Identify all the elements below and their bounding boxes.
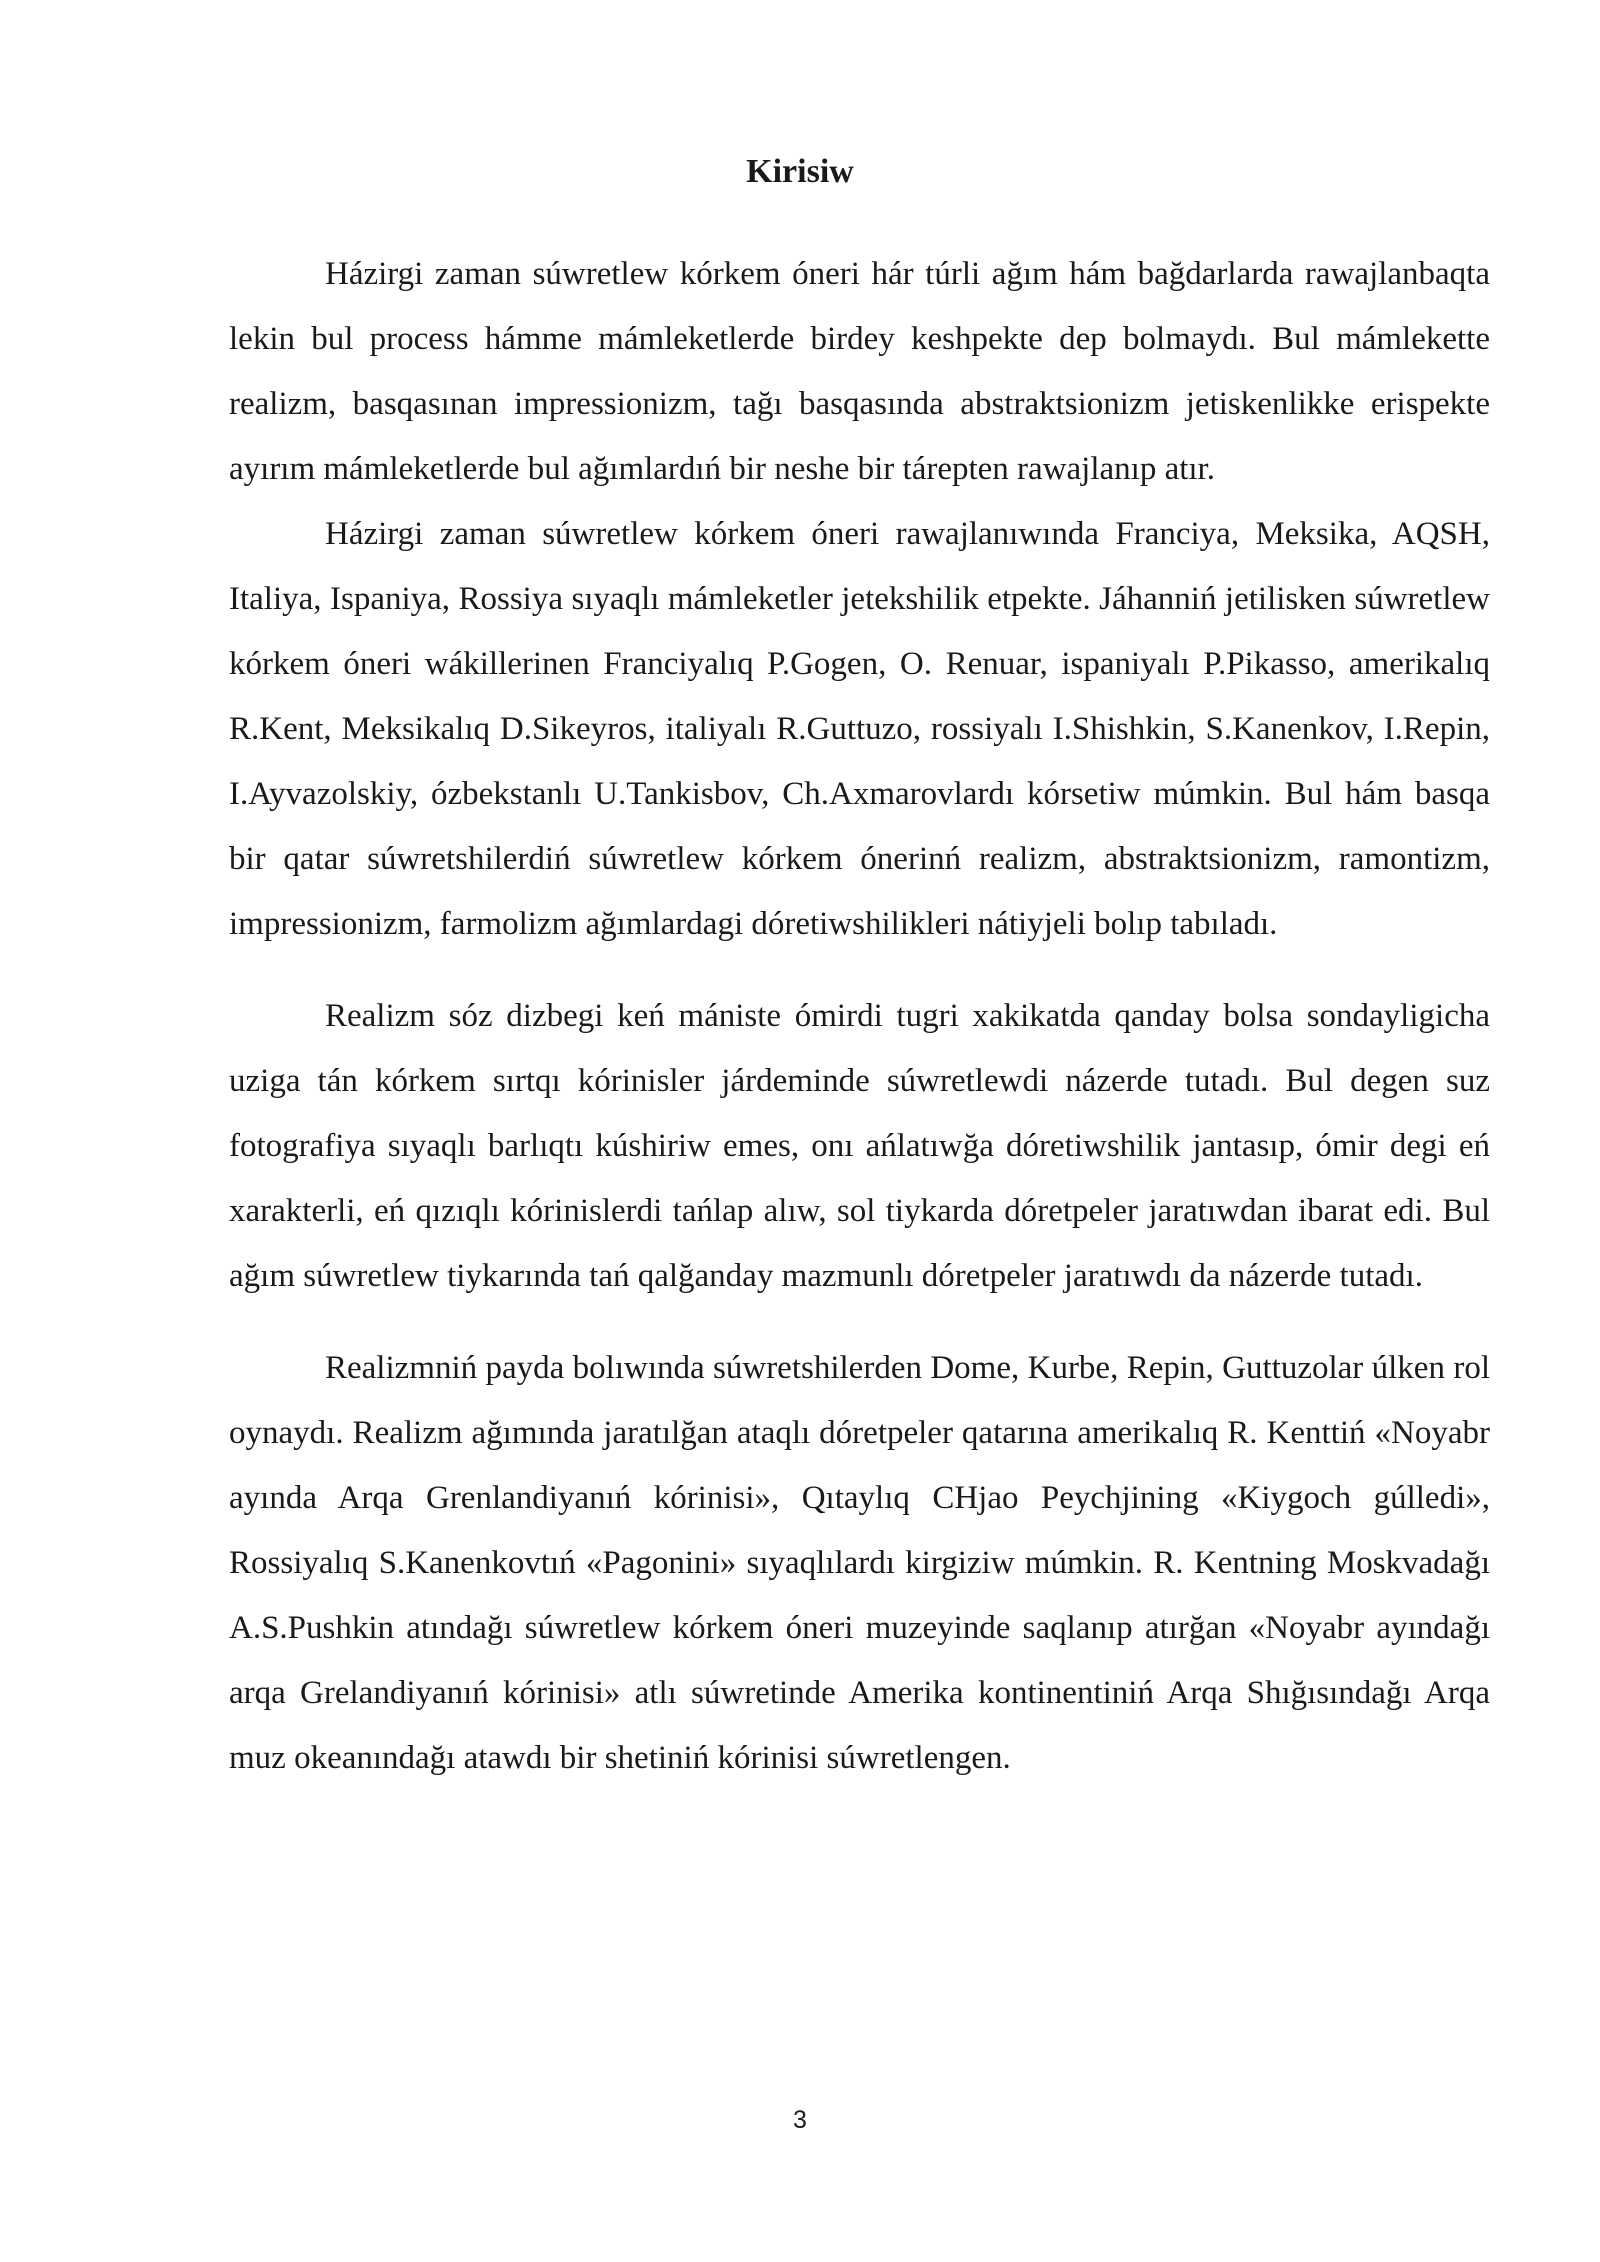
paragraph-1: Házirgi zaman súwretlew kórkem óneri hár túrli ağım hám bağdarlarda rawajlanbaqta lekin bul process hámme mámleketlerde birdey keshpekte dep bolmaydı. Bul mámlekette realizm, basqasınan impressionizm, tağı basqasında abstraktsionizm jetiskenlikke erispekte ayırım mámleketlerde bul ağımlardıń bir neshe bir tárepten rawajlanıp atır. (229, 256, 1490, 487)
paragraph-2: Házirgi zaman súwretlew kórkem óneri rawajlanıwında Franciya, Meksika, AQSH, Italiya, Ispaniya, Rossiya sıyaqlı mámleketler jetekshilik etpekte. Jáhanniń jetilisken súwretlew kórkem óneri wákillerinen Franciyalıq P.Gogen, O. Renuar, ispaniyalı P.Pikasso, amerikalıq R.Kent, Meksikalıq D.Sikeyros, italiyalı R.Guttuzo, rossiyalı I.Shishkin, S.Kanenkov, I.Repin, I.Ayvazolskiy, ózbekstanlı U.Tankisbov, Ch.Axmarovlardı kórsetiw múmkin. Bul hám basqa bir qatar súwretshilerdiń súwretlew kórkem ónerinń realizm, abstraktsionizm, ramontizm, impressionizm, farmolizm ağımlardagi dóretiwshilikleri nátiyjeli bolıp tabıladı. (229, 516, 1490, 942)
paragraph-3: Realizm sóz dizbegi keń mániste ómirdi tugri xakikatda qanday bolsa sondayligicha uziga tán kórkem sırtqı kórinisler járdeminde súwretlewdi názerde tutadı. Bul degen suz fotografiya sıyaqlı barlıqtı kúshiriw emes, onı ańlatıwğa dóretiwshilik jantasıp, ómir degi eń xarakterli, eń qızıqlı kórinislerdi tańlap alıw, sol tiykarda dóretpeler jaratıwdan ibarat edi. Bul ağım súwretlew tiykarında tań qalğanday mazmunlı dóretpeler jaratıwdı da názerde tutadı. (229, 998, 1490, 1294)
paragraph-4: Realizmniń payda bolıwında súwretshilerden Dome, Kurbe, Repin, Guttuzolar úlken rol oynaydı. Realizm ağımında jaratılğan ataqlı dóretpeler qatarına amerikalıq R. Kenttiń «Noyabr ayında Arqa Grenlandiyanıń kórinisi», Qıtaylıq CHjao Peychjining «Kiygoch gúlledi», Rossiyalıq S.Kanenkovtıń «Pagonini» sıyaqlılardı kirgiziw múmkin. R. Kentning Moskvadağı A.S.Pushkin atındağı súwretlew kórkem óneri muzeyinde saqlanıp atırğan «Noyabr ayındağı arqa Grelandiyanıń kórinisi» atlı súwretinde Amerika kontinentiniń Arqa Shığısındağı Arqa muz okeanındağı atawdı bir shetiniń kórinisi súwretlengen. (229, 1350, 1490, 1776)
page-number: 3 (793, 2106, 807, 2134)
body-text (229, 242, 1490, 1791)
page-title: Kirisiw (746, 153, 854, 190)
